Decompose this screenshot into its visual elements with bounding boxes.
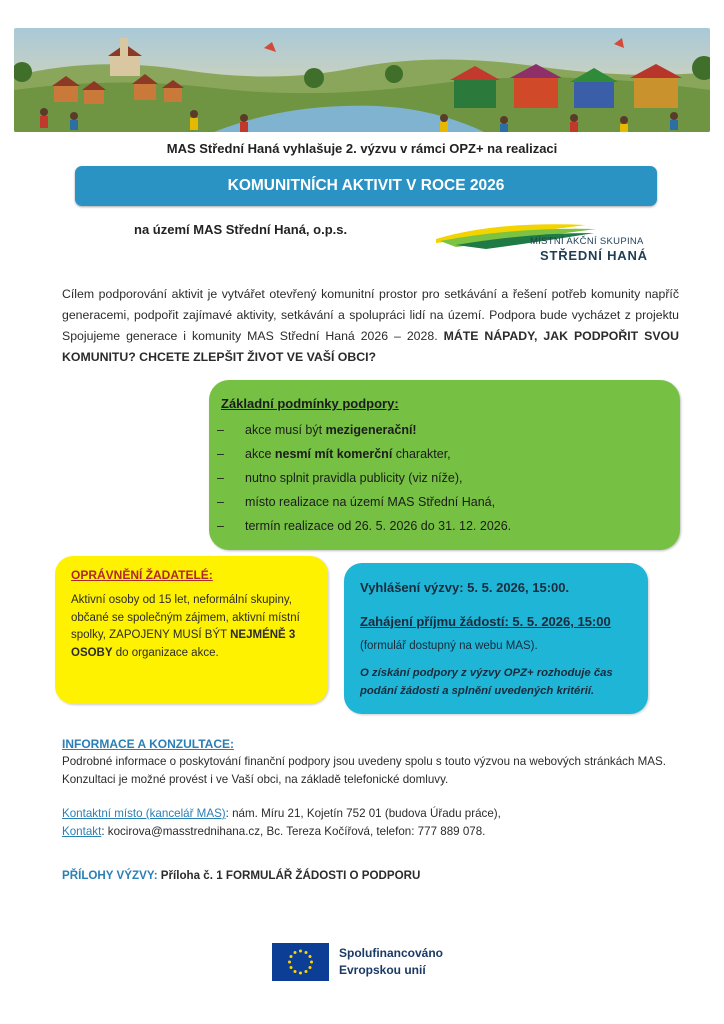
intro-line: MAS Střední Haná vyhlašuje 2. výzvu v rámci OPZ+ na realizaci bbox=[166, 141, 558, 156]
page-title: KOMUNITNÍCH AKTIVIT V ROCE 2026 bbox=[227, 177, 505, 194]
eligible-text: Aktivní osoby od 15 let, neformální skupiny, občané se společným zájmem, aktivní místní spolky, ZAPOJENY MUSÍ BÝT NEJMÉNĚ 3 OSOBY do organizace akce. bbox=[71, 594, 300, 659]
office-line: Kontaktní místo (kancelář MAS): nám. Míru 21, Kojetín 752 01 (budova Úřadu práce), bbox=[62, 807, 501, 820]
conditions-box bbox=[209, 380, 680, 550]
list-item: – akce musí být mezigenerační! bbox=[217, 423, 417, 437]
conditions-list bbox=[217, 418, 511, 538]
contact-link[interactable]: Kontakt bbox=[62, 825, 102, 838]
conditions-title: Základní podmínky podpory: bbox=[221, 396, 399, 411]
attachments-line bbox=[62, 869, 420, 882]
list-item: – nutno splnit pravidla publicity (viz níže), bbox=[217, 471, 463, 485]
dates-note: O získání podpory z výzvy OPZ+ rozhoduje čas podání žádosti a splnění uvedených kritérií. bbox=[360, 667, 613, 697]
intake-date: Zahájení příjmu žádostí: 5. 5. 2026, 15:00 (formulář dostupný na webu MAS). bbox=[360, 614, 611, 652]
territory-line: na území MAS Střední Haná, o.p.s. bbox=[134, 222, 348, 237]
title-bar bbox=[75, 166, 657, 206]
logo-text-line2: STŘEDNÍ HANÁ bbox=[540, 248, 648, 263]
banner-illustration bbox=[14, 28, 710, 132]
attachments-label: PŘÍLOHY VÝZVY: bbox=[62, 869, 158, 882]
list-item: – akce nesmí mít komerční charakter, bbox=[217, 447, 451, 461]
goal-emphasis: MÁTE NÁPADY, JAK PODPOŘIT SVOU KOMUNITU? CHCETE ZLEPŠIT ŽIVOT VE VAŠÍ OBCI? bbox=[62, 329, 679, 364]
eligible-applicants-box bbox=[55, 556, 328, 704]
eu-text-line2: Evropskou unií bbox=[339, 963, 426, 977]
logo-text-line1: MÍSTNÍ AKČNÍ SKUPINA bbox=[530, 236, 644, 247]
announcement-date: Vyhlášení výzvy: 5. 5. 2026, 15:00. bbox=[360, 580, 570, 595]
office-link[interactable]: Kontaktní místo (kancelář MAS) bbox=[62, 807, 226, 820]
goal-text: Cílem podporování aktivit je vytvářet otevřený komunitní prostor pro setkávání a řešení potřeb komunity napříč generacemi, podpořit zajímavé aktivity, setkávání a spolupráci lidí na území. Podpora bude vycházet z projektu Spojujeme generace i komunity MAS Střední Haná 2026 – 2028. bbox=[62, 287, 679, 343]
dates-box bbox=[344, 563, 648, 714]
info-title: INFORMACE A KONZULTACE: bbox=[62, 737, 234, 751]
list-item: – termín realizace od 26. 5. 2026 do 31. 12. 2026. bbox=[217, 519, 512, 533]
eligible-title: OPRÁVNĚNÍ ŽADATELÉ: bbox=[71, 568, 213, 582]
eu-flag-icon bbox=[272, 943, 329, 981]
goal-paragraph bbox=[62, 284, 679, 368]
info-text: Podrobné informace o poskytování finanční podpory jsou uvedeny spolu s touto výzvou na webových stránkách MAS. Konzultaci je možné provést i ve Vaší obci, na základě telefonické domluvy. bbox=[62, 755, 666, 786]
list-item: – místo realizace na území MAS Střední Haná, bbox=[217, 495, 496, 509]
eu-text-line1: Spolufinancováno bbox=[339, 946, 444, 960]
contact-line: Kontakt: kocirova@masstrednihana.cz, Bc. Tereza Kočířová, telefon: 777 889 078. bbox=[62, 825, 486, 838]
attachments-value: Příloha č. 1 FORMULÁŘ ŽÁDOSTI O PODPORU bbox=[157, 869, 421, 882]
